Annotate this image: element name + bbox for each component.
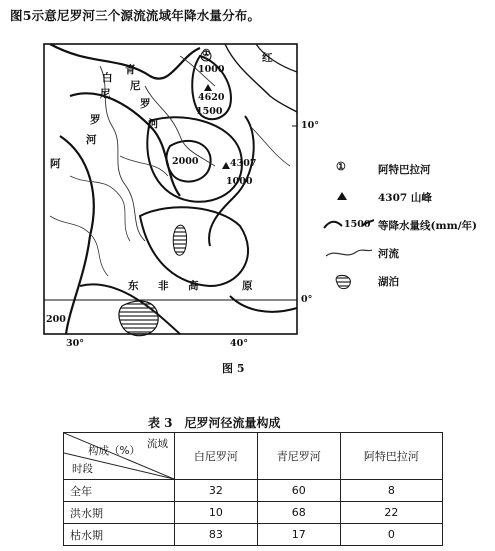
corner-period-label: 时段 [72,463,93,475]
corner-composition-label: 构成（%） [88,445,140,457]
label-qing-2: 尼 [130,80,141,92]
label-lon-30: 30° [66,338,84,349]
label-peak-4620: 4620 [198,92,225,103]
peak-4307-marker [222,162,230,169]
row-period-dry: 枯水期 [64,524,175,546]
label-lat-10: 10° [301,120,319,131]
cell-dry-blue-nile: 17 [257,524,340,546]
label-peak-4307: 4307 [230,158,257,169]
label-bai-4: 河 [86,134,97,146]
river-line-icon [322,244,374,264]
label-bai-1: 白 [102,72,113,84]
label-lon-40: 40° [230,338,248,349]
peak-4620-marker [204,84,212,91]
table-row [64,502,443,524]
precipitation-map [30,26,330,356]
triangle-icon [322,188,374,208]
col-header-blue-nile: 青尼罗河 [257,433,340,480]
legend-peak-label: 4307 山峰 [378,192,432,204]
coastline [225,44,297,112]
cell-flood-atbara: 22 [340,502,442,524]
isohyet-c [60,136,94,334]
row-period-flood: 洪水期 [64,502,175,524]
label-lat-0: 0° [301,294,313,305]
cell-dry-white-nile: 83 [175,524,258,546]
isohyet-lower [140,207,248,286]
col-header-atbara: 阿特巴拉河 [340,433,442,480]
cell-annual-blue-nile: 60 [257,480,340,502]
label-iso-1500: 1500 [196,106,223,117]
map-legend [318,160,493,300]
legend-isohyet-label: 等降水量线(mm/年) [378,220,477,232]
table-caption: 表 3 尼罗河径流量构成 [148,416,281,430]
legend-river-label: 河流 [378,248,399,260]
label-iso-2000: 2000 [172,156,199,167]
figure-caption: 图 5 [222,362,245,375]
lake-icon [322,272,374,292]
corner-domain-label: 流域 [147,438,168,450]
label-iso-1000-top: 1000 [198,64,225,75]
cell-annual-atbara: 8 [340,480,442,502]
cell-flood-blue-nile: 68 [257,502,340,524]
legend-peak [318,188,493,216]
legend-lake [318,272,493,300]
table-row [64,524,443,546]
legend-isohyet [318,216,493,244]
label-dongfei-3: 高 [188,280,199,292]
intro-text: 图5示意尼罗河三个源流流域年降水量分布。 [10,8,261,23]
legend-lake-label: 湖泊 [378,276,399,288]
row-period-annual: 全年 [64,480,175,502]
legend-river [318,244,493,272]
lake-turkana [173,225,186,255]
legend-atbara-label: 阿特巴拉河 [378,164,431,176]
label-dongfei-4: 原 [242,280,253,292]
label-iso-200: 200 [46,314,66,325]
cell-annual-white-nile: 32 [175,480,258,502]
river-tributary-3 [120,156,168,176]
label-dongfei-2: 非 [158,280,169,292]
table-row [64,480,443,502]
cell-dry-atbara: 0 [340,524,442,546]
label-iso-1000-right: 1000 [226,176,253,187]
river-tributary-1 [70,176,130,241]
legend-circle-symbol: ① [336,160,346,173]
label-bai-2: 尼 [100,88,111,100]
label-bai-3: 罗 [90,114,101,126]
lake-victoria [119,301,158,336]
label-qing-3: 罗 [140,98,151,110]
map-frame [44,44,297,334]
label-red-sea: 红 [262,52,273,64]
map-drawing [30,26,330,356]
cell-flood-white-nile: 10 [175,502,258,524]
col-header-white-nile: 白尼罗河 [175,433,258,480]
river-tributary-2 [50,216,108,276]
label-dongfei-1: 东 [128,280,139,292]
isohyet-bottom-right [230,296,297,312]
table-corner-header [64,433,175,480]
label-ate: 阿 [50,158,61,170]
runoff-table [63,432,443,546]
label-circle-mark: ① [202,48,211,59]
label-qing-1: 青 [125,64,136,76]
legend-atbara [318,160,493,188]
legend-isohyet-value: 1500 [344,219,371,230]
label-qing-4: 河 [148,118,159,130]
